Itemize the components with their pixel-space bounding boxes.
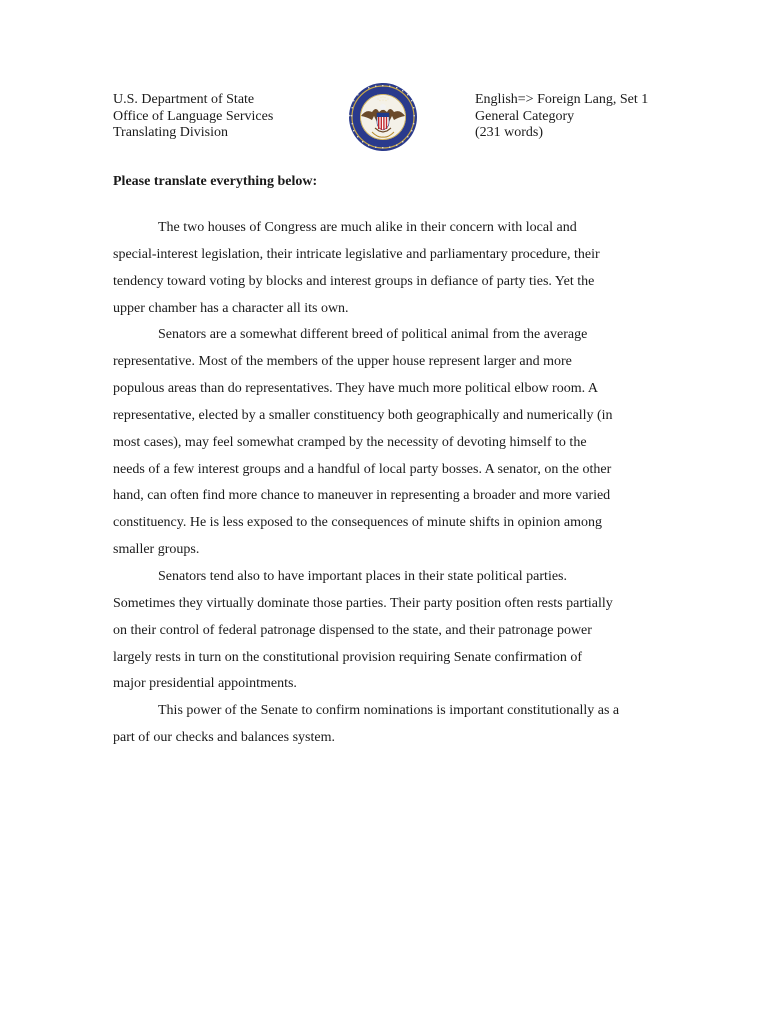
text-line: needs of a few interest groups and a handful of local party bosses. A senator, on the other (113, 461, 612, 477)
text-line: populous areas than do representatives. They have much more political elbow room. A (113, 381, 598, 397)
text-line: constituency. He is less exposed to the consequences of minute shifts in opinion among (113, 515, 603, 531)
text-line: hand, can often find more chance to maneuver in representing a broader and more varied (113, 488, 611, 504)
header-assignment-info (475, 92, 648, 142)
header-department: U.S. Department of State (113, 92, 255, 107)
text-line: part of our checks and balances system. (113, 730, 335, 746)
header-organization (113, 92, 273, 142)
text-line: largely rests in turn on the constitutional provision requiring Senate confirmation of (113, 649, 583, 665)
text-line: smaller groups. (113, 542, 200, 558)
header-category: General Category (475, 108, 575, 124)
text-line: Senators tend also to have important places in their state political parties. (158, 568, 567, 584)
header-word-count: (231 words) (475, 125, 544, 140)
text-line: representative, elected by a smaller constituency both geographically and numerically (in (113, 407, 613, 423)
text-line: on their control of federal patronage dispensed to the state, and their patronage power (113, 622, 592, 638)
text-line: most cases), may feel somewhat cramped by the necessity of devoting himself to the (113, 434, 587, 450)
header-division: Translating Division (113, 125, 228, 140)
text-line: This power of the Senate to confirm nominations is important constitutionally as a (158, 703, 620, 719)
translation-instruction: Please translate everything below: (113, 174, 318, 189)
header-office: Office of Language Services (113, 108, 274, 124)
department-of-state-seal-icon (348, 82, 418, 152)
text-line: representative. Most of the members of the upper house represent larger and more (113, 354, 572, 370)
text-line: upper chamber has a character all its own. (113, 300, 349, 316)
source-text (113, 215, 658, 752)
header-language-set: English=> Foreign Lang, Set 1 (475, 92, 649, 107)
text-line: The two houses of Congress are much alike in their concern with local and (158, 220, 577, 235)
text-line: major presidential appointments. (113, 676, 297, 692)
text-line: Sometimes they virtually dominate those parties. Their party position often rests partially (113, 595, 613, 611)
text-line: Senators are a somewhat different breed of political animal from the average (158, 327, 588, 343)
text-line: special-interest legislation, their intricate legislative and parliamentary procedure, their (113, 246, 600, 262)
text-line: tendency toward voting by blocks and interest groups in defiance of party ties. Yet the (113, 273, 595, 289)
